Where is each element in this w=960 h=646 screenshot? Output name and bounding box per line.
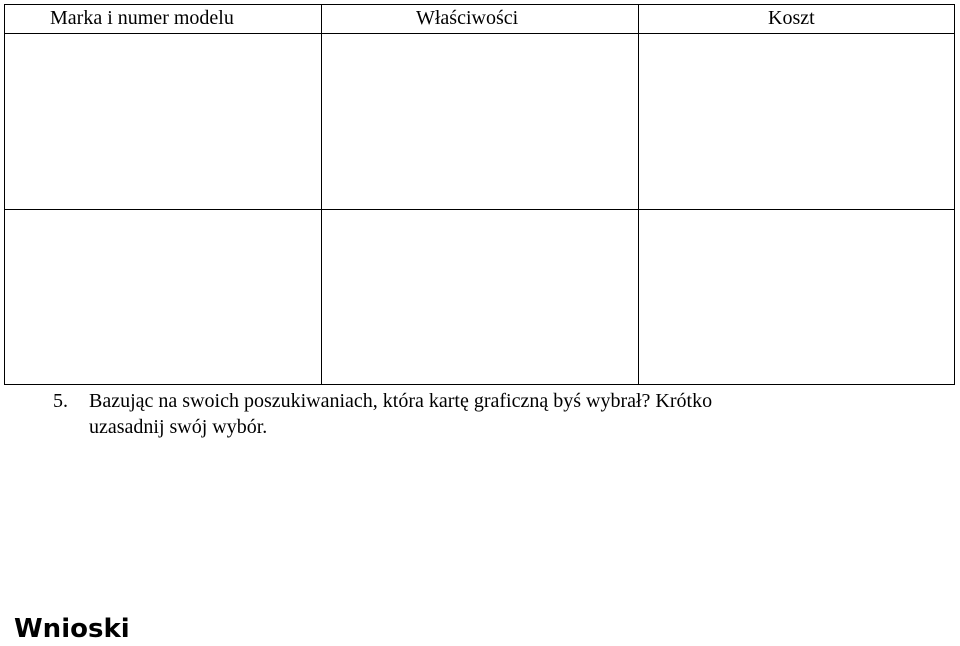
header-cost: Koszt	[768, 7, 815, 29]
header-brand-model: Marka i numer modelu	[50, 7, 234, 29]
section-heading-conclusions: Wnioski	[14, 614, 130, 644]
question-text-line-1: Bazując na swoich poszukiwaniach, która kartę graficzną byś wybrał? Krótko	[89, 390, 713, 412]
question-number: 5.	[53, 390, 68, 412]
table-cell-r1-c1[interactable]	[5, 34, 321, 209]
table-cell-r2-c3[interactable]	[639, 210, 954, 384]
question-line-1	[53, 388, 712, 414]
header-properties: Właściwości	[416, 7, 519, 29]
table-cell-r2-c1[interactable]	[5, 210, 321, 384]
table-cell-r1-c3[interactable]	[639, 34, 954, 209]
table-cell-r1-c2[interactable]	[322, 34, 638, 209]
question-text-line-2: uzasadnij swój wybór.	[89, 416, 268, 438]
table-cell-r2-c2[interactable]	[322, 210, 638, 384]
question-5	[53, 388, 712, 440]
